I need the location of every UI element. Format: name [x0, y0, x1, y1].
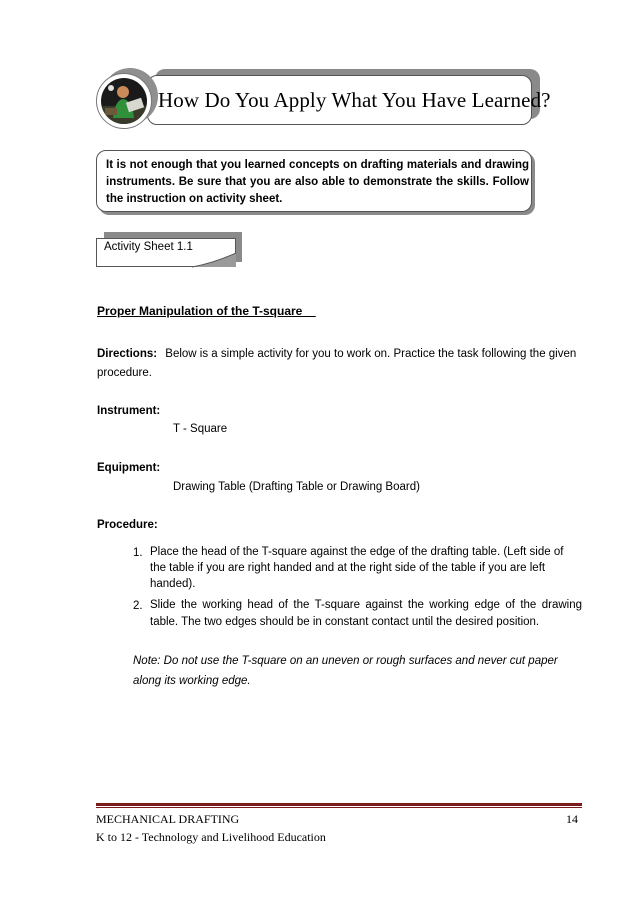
section-title: Proper Manipulation of the T-square__ [97, 304, 316, 318]
student-illustration [101, 78, 147, 124]
step-text-2: Slide the working head of the T-square against the working edge of the drawing table. The two edges should be in constant contact until the desired position. [150, 599, 582, 628]
directions-paragraph [97, 345, 587, 383]
step-text-1: Place the head of the T-square against the edge of the drafting table. (Left side of the table if you are right handed and at the right side of the table if you are left handed). [150, 546, 564, 590]
step-number-1: 1. [133, 547, 143, 559]
page-title: How Do You Apply What You Have Learned? [158, 88, 551, 112]
instrument-item: T - Square [173, 423, 228, 435]
procedure-note: Note: Do not use the T-square on an uneven or rough surfaces and never cut paper along its working edge. [133, 655, 558, 687]
instrument-label: Instrument: [97, 405, 161, 417]
page-curl-icon [190, 253, 238, 269]
directions-text: Below is a simple activity for you to work on. Practice the task following the given procedure. [97, 348, 577, 379]
footer-subject: MECHANICAL DRAFTING [96, 812, 240, 826]
activity-sheet-label: Activity Sheet 1.1 [104, 241, 193, 253]
directions-label: Directions: [97, 348, 158, 360]
footer-rule [96, 803, 582, 806]
equipment-label: Equipment: [97, 462, 161, 474]
intro-text: It is not enough that you learned concepts on drafting materials and drawing instruments. Be sure that you are also able to demonstrate the skills. Follow the instruction on activity sheet. [106, 159, 529, 205]
step-number-2: 2. [133, 600, 143, 612]
footer-program: K to 12 - Technology and Livelihood Education [96, 830, 326, 844]
procedure-label: Procedure: [97, 519, 158, 531]
footer-rule-thin [96, 807, 582, 808]
page-number: 14 [566, 812, 578, 826]
equipment-item: Drawing Table (Drafting Table or Drawing Board) [173, 481, 420, 493]
